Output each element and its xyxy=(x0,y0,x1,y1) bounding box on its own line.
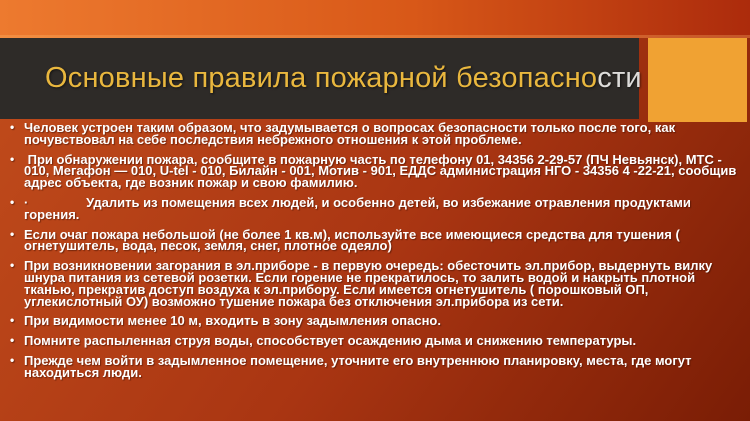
bullet-item: • При обнаружении пожара, сообщите в пожарную часть по телефону 01, 34356 2-29-57 (ПЧ Невьянск), МТС - 010, Мегафон — 010, U-tel - 010, Билайн - 001, Мотив - 901, ЕДДС администрация НГО - 34356 4 -22-21, сообщив адрес объекта, где возник пожар и свою фамилию. xyxy=(9,154,744,189)
bullet-item: • Прежде чем войти в задымленное помещение, уточните его внутреннюю планировку, места, где могут находиться люди. xyxy=(9,355,744,379)
bullet-item: • Если очаг пожара небольшой (не более 1 кв.м), используйте все имеющиеся средства для тушения ( огнетушитель, вода, песок, земля, снег, плотное одеяло) xyxy=(9,229,744,253)
bullet-item: • При возникновении загорания в эл.приборе - в первую очередь: обесточить эл.прибор, выдернуть вилку шнура питания из сетевой розетки. Если горение не прекратилось, то залить водой и накрыть плотной тканью, прекратив доступ воздуха к эл.прибору. Если имеется огнетушитель ( порошковый ОП, углекислотный ОУ) возможно тушение пожара без отключения эл.прибора из сети. xyxy=(9,260,744,307)
title-bar xyxy=(0,38,642,119)
page-title-main: Основные правила пожарной безопасно xyxy=(45,62,598,94)
page-title xyxy=(45,62,642,95)
bullet-item: • Помните распыленная струя воды, способствует осаждению дыма и снижению температуры. xyxy=(9,335,744,347)
bullet-item: • · Удалить из помещения всех людей, и особенно детей, во избежание отравления продуктами горения. xyxy=(9,197,744,221)
top-orange-band xyxy=(0,0,750,38)
bullet-item: • Человек устроен таким образом, что задумывается о вопросах безопасности только после того, как почувствовал на себе последствия небрежного отношения к этой проблеме. xyxy=(9,122,744,146)
accent-square xyxy=(648,38,747,122)
bullet-item: • При видимости менее 10 м, входить в зону задымления опасно. xyxy=(9,315,744,327)
page-title-tail: сти xyxy=(597,62,642,94)
slide-body xyxy=(0,119,750,421)
